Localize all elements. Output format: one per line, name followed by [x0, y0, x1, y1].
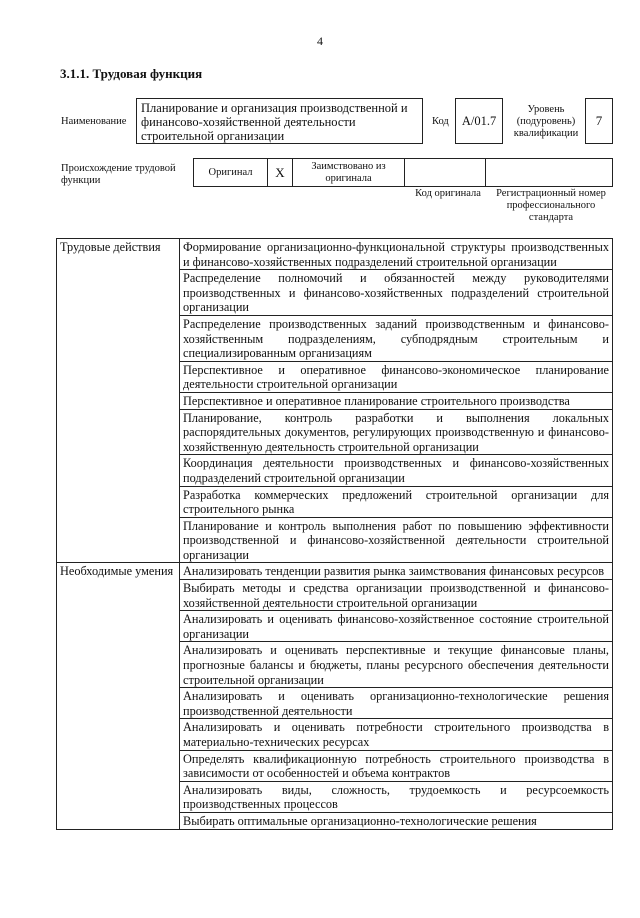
- list-item: Координация деятельности производственных и финансово-хозяйственных подразделений строительной организации: [180, 455, 613, 486]
- origin-label: Происхождение трудовой функции: [61, 163, 176, 186]
- code-value-box: A/01.7: [455, 98, 503, 144]
- section-title: 3.1.1. Трудовая функция: [60, 66, 203, 81]
- list-item: Планирование и контроль выполнения работ по повышению эффективности производственной и финансово-хозяйственной деятельности строительной организации: [180, 517, 613, 563]
- list-item: Перспективное и оперативное финансово-экономическое планирование деятельности строительной организации: [180, 361, 613, 392]
- function-name-box: Планирование и организация производственной и финансово-хозяйственной деятельности строительной организации: [136, 98, 423, 144]
- list-item: Выбирать оптимальные организационно-технологические решения: [180, 812, 613, 829]
- list-item: Анализировать и оценивать потребности строительного производства в материально-технических ресурсах: [180, 719, 613, 750]
- list-item: Выбирать методы и средства организации производственной и финансово-хозяйственной деятельности строительной организации: [180, 580, 613, 611]
- list-item: Распределение производственных заданий производственным и финансово-хозяйственным подразделениям, субподрядным строительным и специализированным организациям: [180, 315, 613, 361]
- list-item: Анализировать и оценивать организационно-технологические решения производственной деятельности: [180, 688, 613, 719]
- section-heading: Необходимые умения: [57, 563, 180, 829]
- level-value-box: 7: [585, 98, 613, 144]
- reg-number-box: [485, 158, 613, 187]
- list-item: Планирование, контроль разработки и выполнения локальных распорядительных документов, регулирующих производственную и финансово-хозяйственную деятельность строительной организации: [180, 409, 613, 455]
- reg-number-label: Регистрационный номер профессионального стандарта: [496, 188, 606, 223]
- list-item: Формирование организационно-функциональной структуры производственных и финансово-хозяйственных подразделений строительной организации: [180, 239, 613, 270]
- list-item: Разработка коммерческих предложений строительной организации для строительного рынка: [180, 486, 613, 517]
- list-item: Анализировать тенденции развития рынка заимствования финансовых ресурсов: [180, 563, 613, 580]
- list-item: Распределение полномочий и обязанностей между руководителями производственных и финансово-хозяйственных подразделений строительной организации: [180, 270, 613, 316]
- code-original-box: [404, 158, 486, 187]
- page-number: 4: [317, 34, 323, 48]
- original-label-box: Оригинал: [193, 158, 268, 187]
- table-row: [57, 239, 613, 270]
- table-row: [57, 563, 613, 580]
- list-item: Перспективное и оперативное планирование строительного производства: [180, 392, 613, 409]
- original-mark-box: X: [267, 158, 293, 187]
- code-original-label: Код оригинала: [415, 188, 481, 199]
- list-item: Анализировать и оценивать перспективные и текущие финансовые планы, прогнозные балансы и бюджеты, планы ресурсного обеспечения деятельности строительной организации: [180, 642, 613, 688]
- section-heading: Трудовые действия: [57, 239, 180, 563]
- list-item: Анализировать виды, сложность, трудоемкость и ресурсоемкость производственных процессов: [180, 781, 613, 812]
- level-label: Уровень (подуровень) квалификации: [513, 104, 579, 139]
- function-details-table: [56, 238, 613, 830]
- name-label: Наименование: [61, 116, 127, 127]
- borrowed-label-box: Заимствовано из оригинала: [292, 158, 405, 187]
- code-label: Код: [432, 116, 449, 127]
- list-item: Анализировать и оценивать финансово-хозяйственное состояние строительной организации: [180, 611, 613, 642]
- list-item: Определять квалификационную потребность строительного производства в зависимости от особенностей и объема контрактов: [180, 750, 613, 781]
